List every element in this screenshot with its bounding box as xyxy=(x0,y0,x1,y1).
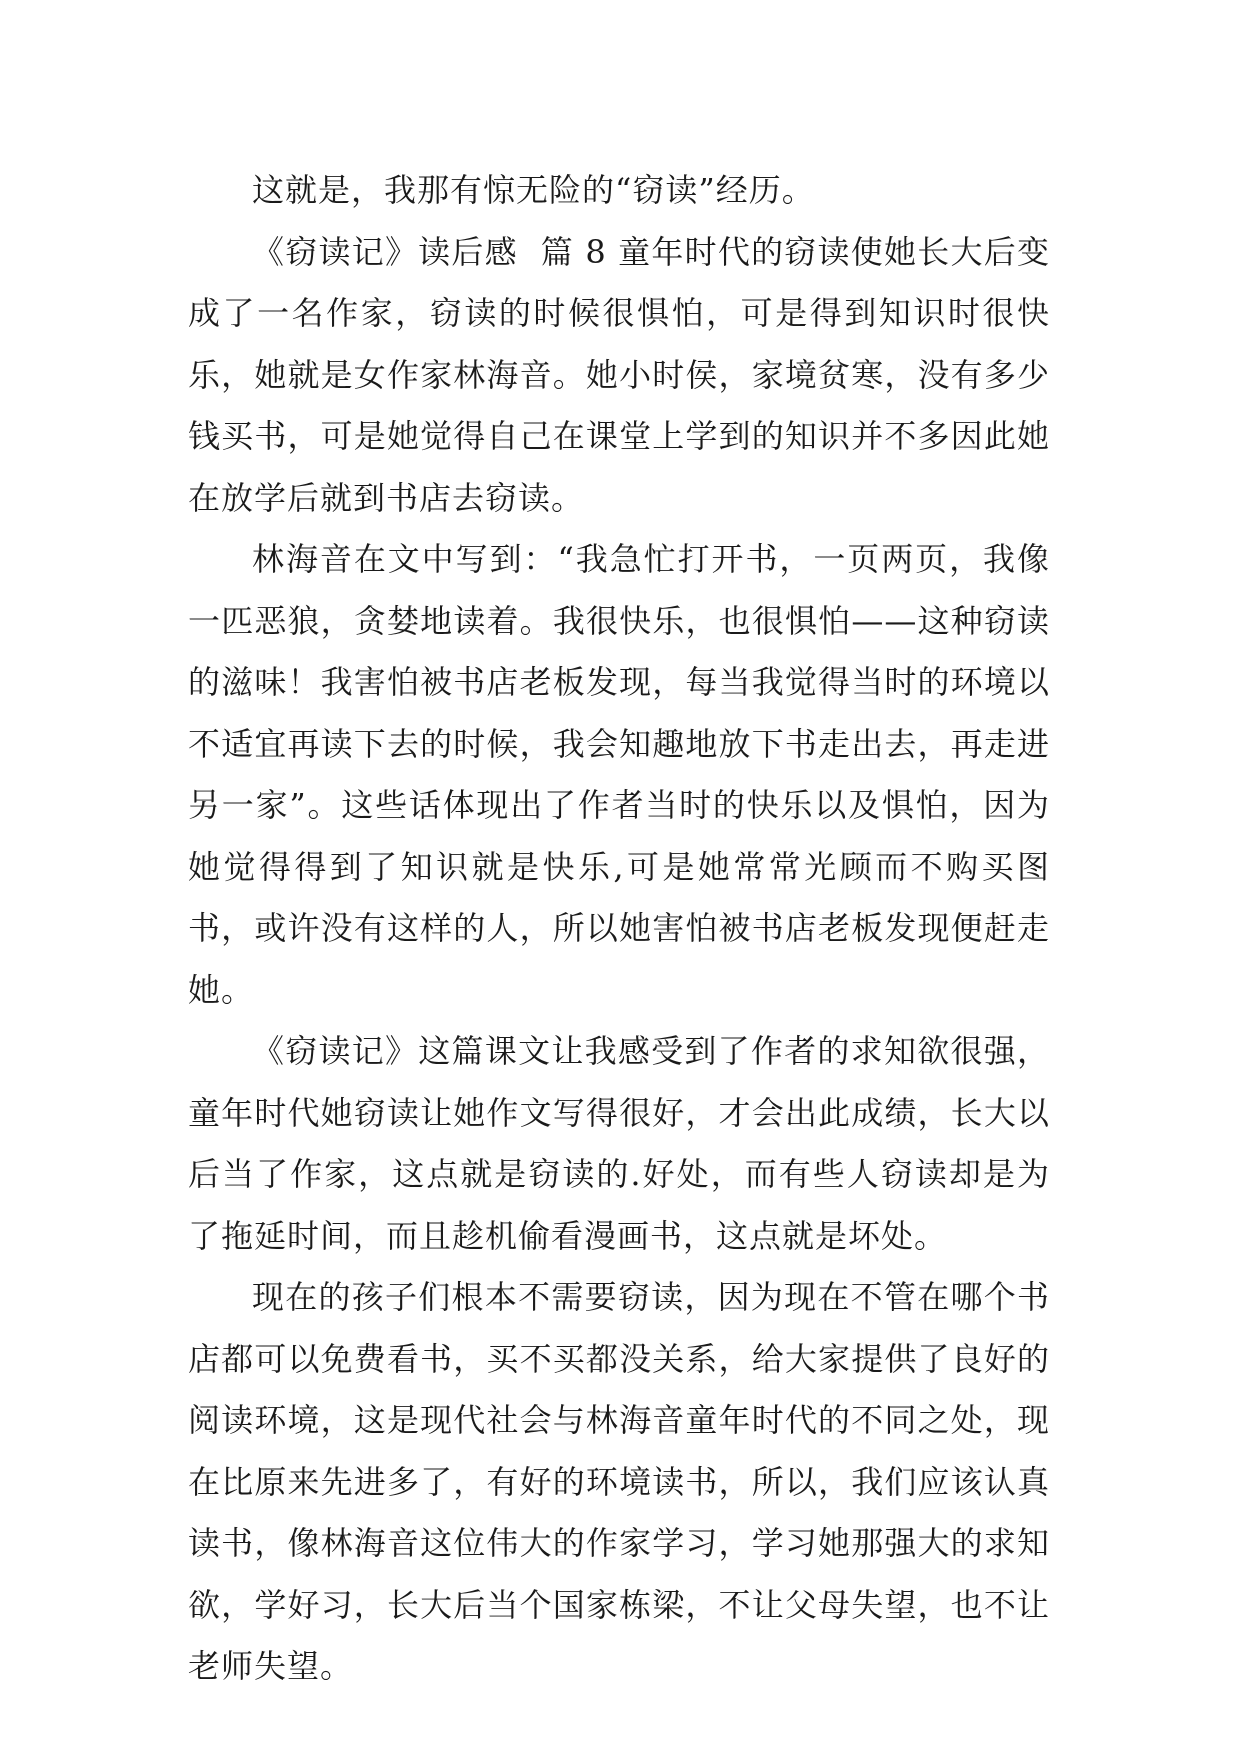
essay-heading: 《窃读记》读后感 篇 8 xyxy=(252,232,607,271)
paragraph-2-body: 童年时代的窃读使她长大后变成了一名作家，窃读的时候很惧怕，可是得到知识时很快乐，她就是女作家林海音。她小时侯，家境贫寒，没有多少钱买书，可是她觉得自己在课堂上学到的知识并不多因此她在放学后就到书店去窃读。 xyxy=(188,232,1050,517)
paragraph-2 xyxy=(188,222,1050,530)
paragraph-3: 林海音在文中写到：“我急忙打开书，一页两页，我像一匹恶狼，贪婪地读着。我很快乐，也很惧怕——这种窃读的滋味！我害怕被书店老板发现，每当我觉得当时的环境以不适宜再读下去的时候，我会知趣地放下书走出去，再走进另一家”。这些话体现出了作者当时的快乐以及惧怕，因为她觉得得到了知识就是快乐,可是她常常光顾而不购买图书，或许没有这样的人，所以她害怕被书店老板发现便赶走她。 xyxy=(188,540,1050,1009)
paragraph-4: 《窃读记》这篇课文让我感受到了作者的求知欲很强，童年时代她窃读让她作文写得很好，才会出此成绩，长大以后当了作家，这点就是窃读的.好处，而有些人窃读却是为了拖延时间，而且趁机偷看漫画书，这点就是坏处。 xyxy=(188,1032,1050,1255)
document-body xyxy=(188,160,1050,1698)
paragraph-5: 现在的孩子们根本不需要窃读，因为现在不管在哪个书店都可以免费看书，买不买都没关系，给大家提供了良好的阅读环境，这是现代社会与林海音童年时代的不同之处，现在比原来先进多了，有好的环境读书，所以，我们应该认真读书，像林海音这位伟大的作家学习，学习她那强大的求知欲，学好习，长大后当个国家栋梁，不让父母失望，也不让老师失望。 xyxy=(188,1278,1050,1685)
paragraph-1: 这就是，我那有惊无险的“窃读”经历。 xyxy=(252,171,815,209)
